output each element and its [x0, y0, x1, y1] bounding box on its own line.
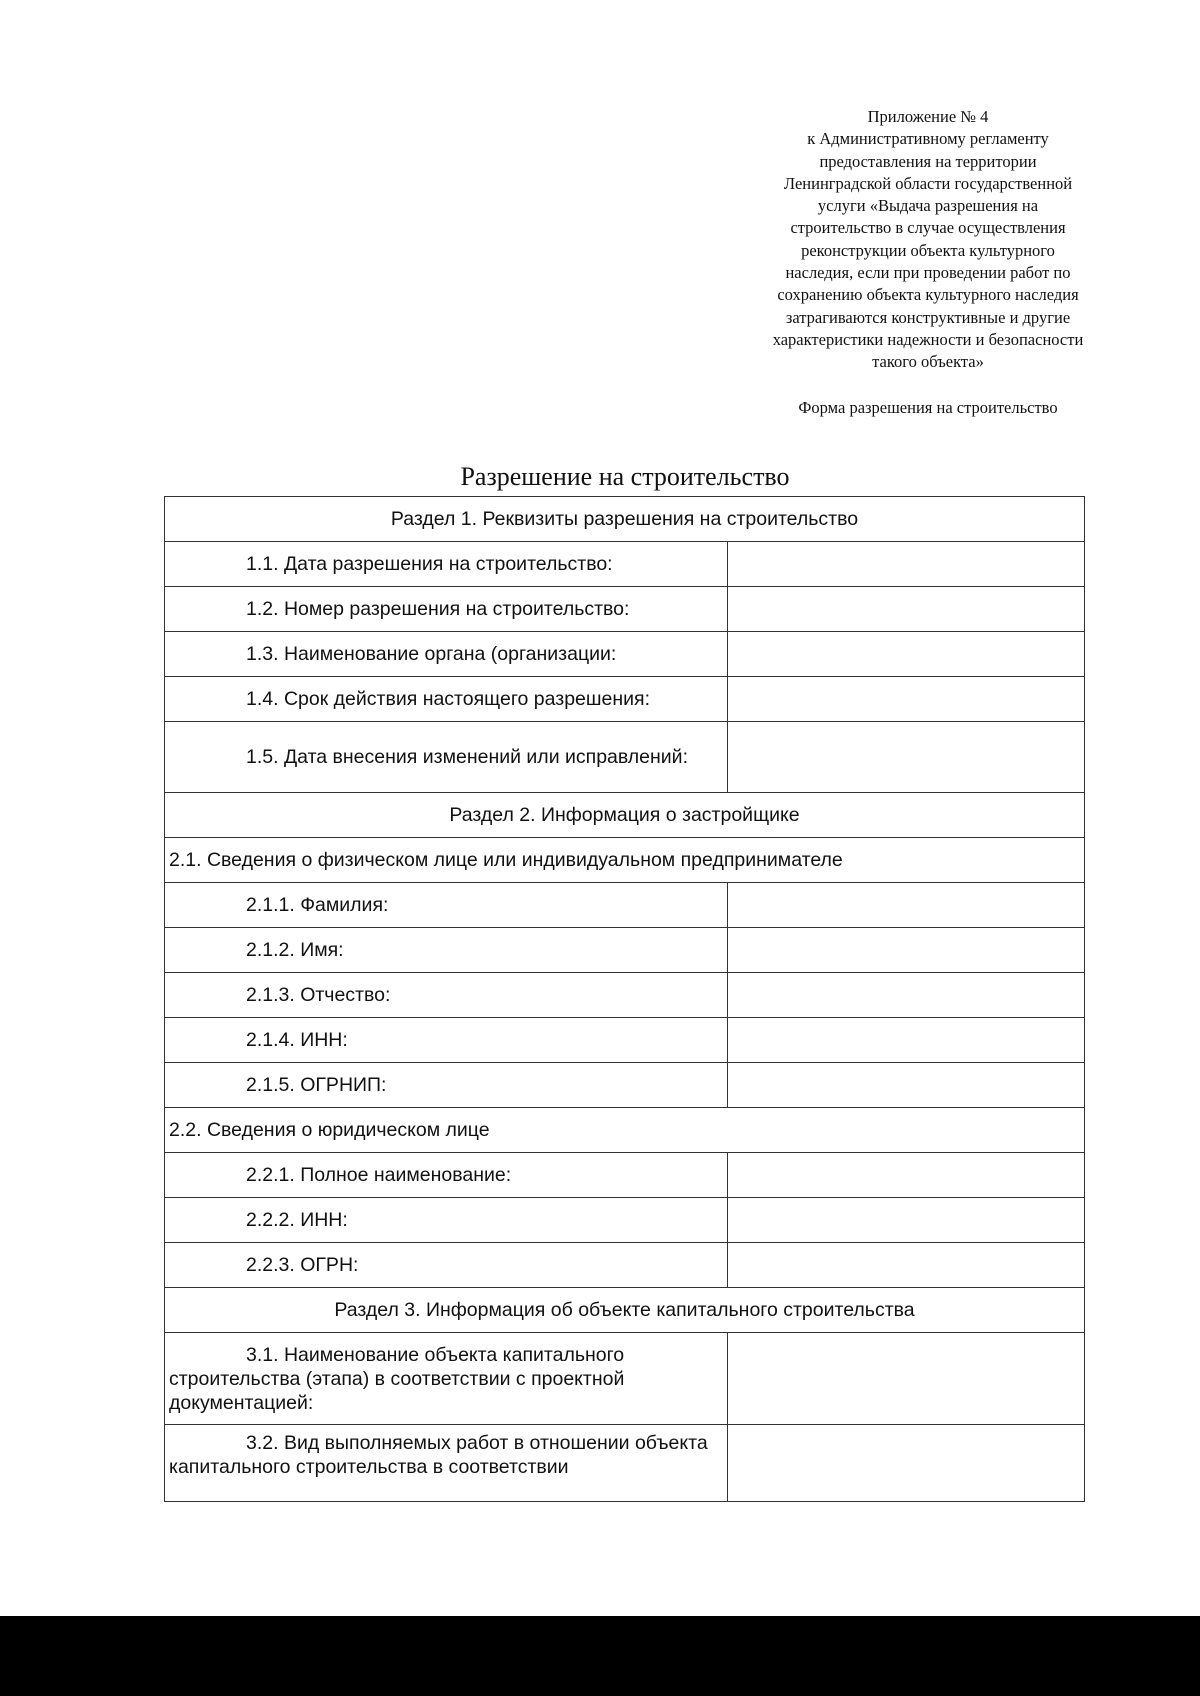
field-value-2-1-4	[728, 1018, 1085, 1063]
field-value-3-2	[728, 1425, 1085, 1502]
field-value-2-2-1	[728, 1153, 1085, 1198]
field-label-2-1-2: 2.1.2. Имя:	[165, 928, 728, 973]
field-value-2-2-3	[728, 1243, 1085, 1288]
field-value-3-1	[728, 1333, 1085, 1425]
annex-header	[728, 106, 1128, 374]
annex-line: такого объекта»	[872, 352, 984, 372]
section-1-header: Раздел 1. Реквизиты разрешения на строительство	[165, 497, 1085, 542]
table-row	[165, 632, 1085, 677]
annex-line: к Административному регламенту	[807, 129, 1049, 149]
field-value-2-2-2	[728, 1198, 1085, 1243]
table-row	[165, 722, 1085, 793]
table-row	[165, 587, 1085, 632]
table-row	[165, 973, 1085, 1018]
annex-line: Приложение № 4	[867, 107, 989, 126]
annex-line: наследия, если при проведении работ по	[785, 263, 1071, 283]
table-row	[165, 677, 1085, 722]
annex-line: затрагиваются конструктивные и другие	[785, 307, 1071, 327]
section-3-header: Раздел 3. Информация об объекте капитального строительства	[165, 1288, 1085, 1333]
field-value-2-1-3	[728, 973, 1085, 1018]
field-label-1-5: 1.5. Дата внесения изменений или исправлений:	[165, 722, 728, 793]
table-row	[165, 1108, 1085, 1153]
field-label-2-2-3: 2.2.3. ОГРН:	[165, 1243, 728, 1288]
annex-line: реконструкции объекта культурного	[801, 240, 1055, 260]
field-value-1-2	[728, 587, 1085, 632]
field-label-1-2: 1.2. Номер разрешения на строительство:	[165, 587, 728, 632]
table-row	[165, 1018, 1085, 1063]
subsection-2-2-header: 2.2. Сведения о юридическом лице	[165, 1108, 1085, 1153]
field-value-1-4	[728, 677, 1085, 722]
field-label-1-1: 1.1. Дата разрешения на строительство:	[165, 542, 728, 587]
permit-table	[164, 496, 1085, 1502]
table-row	[165, 1425, 1085, 1502]
field-value-1-1	[728, 542, 1085, 587]
table-row	[165, 1333, 1085, 1425]
field-value-2-1-1	[728, 883, 1085, 928]
table-row	[165, 1243, 1085, 1288]
field-label-1-3: 1.3. Наименование органа (организации:	[165, 632, 728, 677]
field-label-3-2: 3.2. Вид выполняемых работ в отношении объекта капитального строительства в соответствии	[165, 1425, 728, 1502]
field-value-1-5	[728, 722, 1085, 793]
table-row	[165, 883, 1085, 928]
field-label-1-4: 1.4. Срок действия настоящего разрешения:	[165, 677, 728, 722]
table-row	[165, 838, 1085, 883]
annex-line: сохранению объекта культурного наследия	[777, 285, 1079, 305]
table-row	[165, 928, 1085, 973]
document-title: Разрешение на строительство	[460, 462, 790, 491]
field-label-2-1-4: 2.1.4. ИНН:	[165, 1018, 728, 1063]
table-row	[165, 1063, 1085, 1108]
field-value-2-1-2	[728, 928, 1085, 973]
annex-line: предоставления на территории	[819, 151, 1037, 171]
field-label-2-1-1: 2.1.1. Фамилия:	[165, 883, 728, 928]
table-row	[165, 1288, 1085, 1333]
field-label-3-1: 3.1. Наименование объекта капитального строительства (этапа) в соответствии с проектной документацией:	[165, 1333, 728, 1425]
annex-line: услуги «Выдача разрешения на	[817, 196, 1039, 216]
annex-line: характеристики надежности и безопасности	[772, 329, 1084, 349]
table-row	[165, 497, 1085, 542]
table-row	[165, 1153, 1085, 1198]
annex-line: Ленинградской области государственной	[783, 173, 1073, 193]
table-row	[165, 542, 1085, 587]
form-label: Форма разрешения на строительство	[798, 398, 1058, 417]
annex-line: строительство в случае осуществления	[790, 218, 1066, 238]
field-label-2-2-1: 2.2.1. Полное наименование:	[165, 1153, 728, 1198]
section-2-header: Раздел 2. Информация о застройщике	[165, 793, 1085, 838]
table-row	[165, 1198, 1085, 1243]
field-label-2-1-5: 2.1.5. ОГРНИП:	[165, 1063, 728, 1108]
subsection-2-1-header: 2.1. Сведения о физическом лице или индивидуальном предпринимателе	[165, 838, 1085, 883]
field-value-2-1-5	[728, 1063, 1085, 1108]
field-label-2-1-3: 2.1.3. Отчество:	[165, 973, 728, 1018]
field-label-2-2-2: 2.2.2. ИНН:	[165, 1198, 728, 1243]
table-row	[165, 793, 1085, 838]
field-value-1-3	[728, 632, 1085, 677]
